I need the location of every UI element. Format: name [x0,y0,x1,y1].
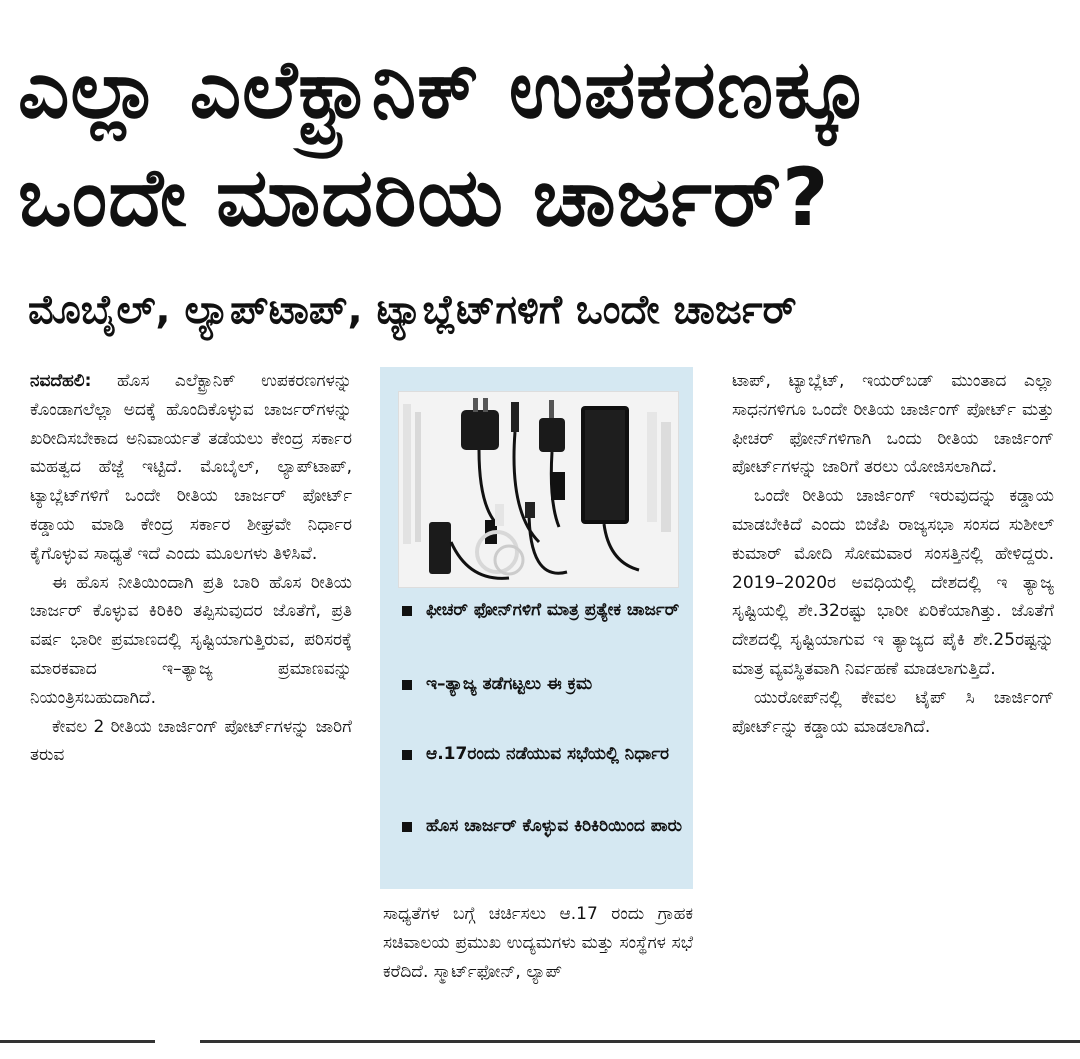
highlight-text: ಇ–ತ್ಯಾಜ್ಯ ತಡೆಗಟ್ಟಲು ಈ ಕ್ರಮ [426,674,593,694]
paragraph: ಯುರೋಪ್‌ನಲ್ಲಿ ಕೇವಲ ಟೈಪ್ ಸಿ ಚಾರ್ಜಿಂಗ್ ಪೋರ್ಟ್‌ನ್ನು ಕಡ್ಡಾಯ ಮಾಡಲಾಗಿದೆ. [732,687,1054,737]
highlights-box [380,367,693,889]
highlight-text: ಹೊಸ ಚಾರ್ಜರ್ ಕೊಳ್ಳುವ ಕಿರಿಕಿರಿಯಿಂದ ಪಾರು [426,816,683,836]
bottom-rule [200,1040,1080,1043]
article-column-3 [732,367,1054,741]
article-column-1 [30,367,352,770]
paragraph: ಈ ಹೊಸ ನೀತಿಯಿಂದಾಗಿ ಪ್ರತಿ ಬಾರಿ ಹೊಸ ರೀತಿಯ ಚಾರ್ಜರ್ ಕೊಳ್ಳುವ ಕಿರಿಕಿರಿ ತಪ್ಪಿಸುವುದರ ಜೊತೆಗೆ, ಪ್ರತಿ ವರ್ಷ ಭಾರೀ ಪ್ರಮಾಣದಲ್ಲಿ ಸೃಷ್ಟಿಯಾಗುತ್ತಿರುವ, ಪರಿಸರಕ್ಕೆ ಮಾರಕವಾದ ಇ–ತ್ಯಾಜ್ಯ ಪ್ರಮಾಣವನ್ನು ನಿಯಂತ್ರಿಸಬಹುದಾಗಿದೆ. [30,572,352,708]
paragraph: ಒಂದೇ ರೀತಿಯ ಚಾರ್ಜಿಂಗ್ ಇರುವುದನ್ನು ಕಡ್ಡಾಯ ಮಾಡಬೇಕಿದೆ ಎಂದು ಬಿಜೆಪಿ ರಾಜ್ಯಸಭಾ ಸಂಸದ ಸುಶೀಲ್ ಕುಮಾರ್ ಮೋದಿ ಸೋಮವಾರ ಸಂಸತ್ತಿನಲ್ಲಿ ಹೇಳಿದ್ದರು. 2019–2020ರ ಅವಧಿಯಲ್ಲಿ ದೇಶದಲ್ಲಿ ಇ ತ್ಯಾಜ್ಯ ಸೃಷ್ಟಿಯಲ್ಲಿ ಶೇ.32ರಷ್ಟು ಭಾರೀ ಏರಿಕೆಯಾಗಿತ್ತು. ಜೊತೆಗೆ ದೇಶದಲ್ಲಿ ಸೃಷ್ಟಿಯಾಗುವ ಇ ತ್ಯಾಜ್ಯದ ಪೈಕಿ ಶೇ.25ರಷ್ಟನ್ನು ಮಾತ್ರ ವ್ಯವಸ್ಥಿತವಾಗಿ ನಿರ್ವಹಣೆ ಮಾಡಲಾಗುತ್ತಿದೆ. [732,486,1054,679]
dateline: ನವದೆಹಲಿ: [30,371,92,391]
chargers-photo [398,391,679,588]
headline-line-1: ಎಲ್ಲಾ ಎಲೆಕ್ಟ್ರಾನಿಕ್ ಉಪಕರಣಕ್ಕೂ [18,43,870,136]
article-column-2 [383,900,693,986]
paragraph: ಕೇವಲ 2 ರೀತಿಯ ಚಾರ್ಜಿಂಗ್ ಪೋರ್ಟ್‌ಗಳನ್ನು ಜಾರಿಗೆ ತರುವ [30,716,352,766]
bullet-icon [402,750,412,760]
paragraph: ಸಾಧ್ಯತೆಗಳ ಬಗ್ಗೆ ಚರ್ಚಿಸಲು ಆ.17 ರಂದು ಗ್ರಾಹಕ ಸಚಿವಾಲಯ ಪ್ರಮುಖ ಉದ್ಯಮಗಳು ಮತ್ತು ಸಂಸ್ಥೆಗಳ ಸಭೆ ಕರೆದಿದೆ. ಸ್ಮಾರ್ಟ್‌ಫೋನ್, ಲ್ಯಾಪ್ [383,904,693,982]
highlight-text: ಫೀಚರ್ ಫೋನ್‌ಗಳಿಗೆ ಮಾತ್ರ ಪ್ರತ್ಯೇಕ ಚಾರ್ಜರ್ [426,600,680,620]
headline-line-2: ಒಂದೇ ಮಾದರಿಯ ಚಾರ್ಜರ್? [18,151,830,244]
chargers-illustration [399,392,678,587]
highlight-text: ಆ.17ರಂದು ನಡೆಯುವ ಸಭೆಯಲ್ಲಿ ನಿರ್ಧಾರ [426,744,670,764]
highlight-item [402,739,711,769]
bottom-rule [0,1040,155,1043]
highlight-item [402,669,711,699]
subheadline: ಮೊಬೈಲ್, ಲ್ಯಾಪ್‌ಟಾಪ್, ಟ್ಯಾಬ್ಲೆಟ್‌ಗಳಿಗೆ ಒಂದೇ ಚಾರ್ಜರ್ [28,287,797,333]
highlight-item [402,595,711,625]
paragraph-text: ಹೊಸ ಎಲೆಕ್ಟ್ರಾನಿಕ್ ಉಪಕರಣಗಳನ್ನು ಕೊಂಡಾಗಲೆಲ್ಲಾ ಅದಕ್ಕೆ ಹೊಂದಿಕೊಳ್ಳುವ ಚಾರ್ಜರ್‌ಗಳನ್ನು ಖರೀದಿಸಬೇಕಾದ ಅನಿವಾರ್ಯತೆ ತಡೆಯಲು ಕೇಂದ್ರ ಸರ್ಕಾರ ಮಹತ್ವದ ಹೆಜ್ಜೆ ಇಟ್ಟಿದೆ. ಮೊಬೈಲ್, ಲ್ಯಾಪ್‌ಟಾಪ್, ಟ್ಯಾಬ್ಲೆಟ್‌ಗಳಿಗೆ ಒಂದೇ ರೀತಿಯ ಚಾರ್ಜರ್ ಪೋರ್ಟ್ ಕಡ್ಡಾಯ ಮಾಡಿ ಕೇಂದ್ರ ಸರ್ಕಾರ ಶೀಘ್ರವೇ ನಿರ್ಧಾರ ಕೈಗೊಳ್ಳುವ ಸಾಧ್ಯತೆ ಇದೆ ಎಂದು ಮೂಲಗಳು ತಿಳಿಸಿವೆ. [30,371,353,564]
bullet-icon [402,606,412,616]
highlight-item [402,811,711,841]
paragraph [30,367,352,569]
paragraph: ಟಾಪ್, ಟ್ಯಾಬ್ಲೆಟ್, ಇಯರ್‌ಬಡ್ ಮುಂತಾದ ಎಲ್ಲಾ ಸಾಧನಗಳಿಗೂ ಒಂದೇ ರೀತಿಯ ಚಾರ್ಜಿಂಗ್ ಪೋರ್ಟ್ ಮತ್ತು ಫೀಚರ್ ಫೋನ್‌ಗಳಿಗಾಗಿ ಒಂದು ರೀತಿಯ ಚಾರ್ಜಿಂಗ್ ಪೋರ್ಟ್‌ಗಳನ್ನು ಜಾರಿಗೆ ತರಲು ಯೋಜಿಸಲಾಗಿದೆ. [732,371,1054,478]
bullet-icon [402,822,412,832]
bullet-icon [402,680,412,690]
